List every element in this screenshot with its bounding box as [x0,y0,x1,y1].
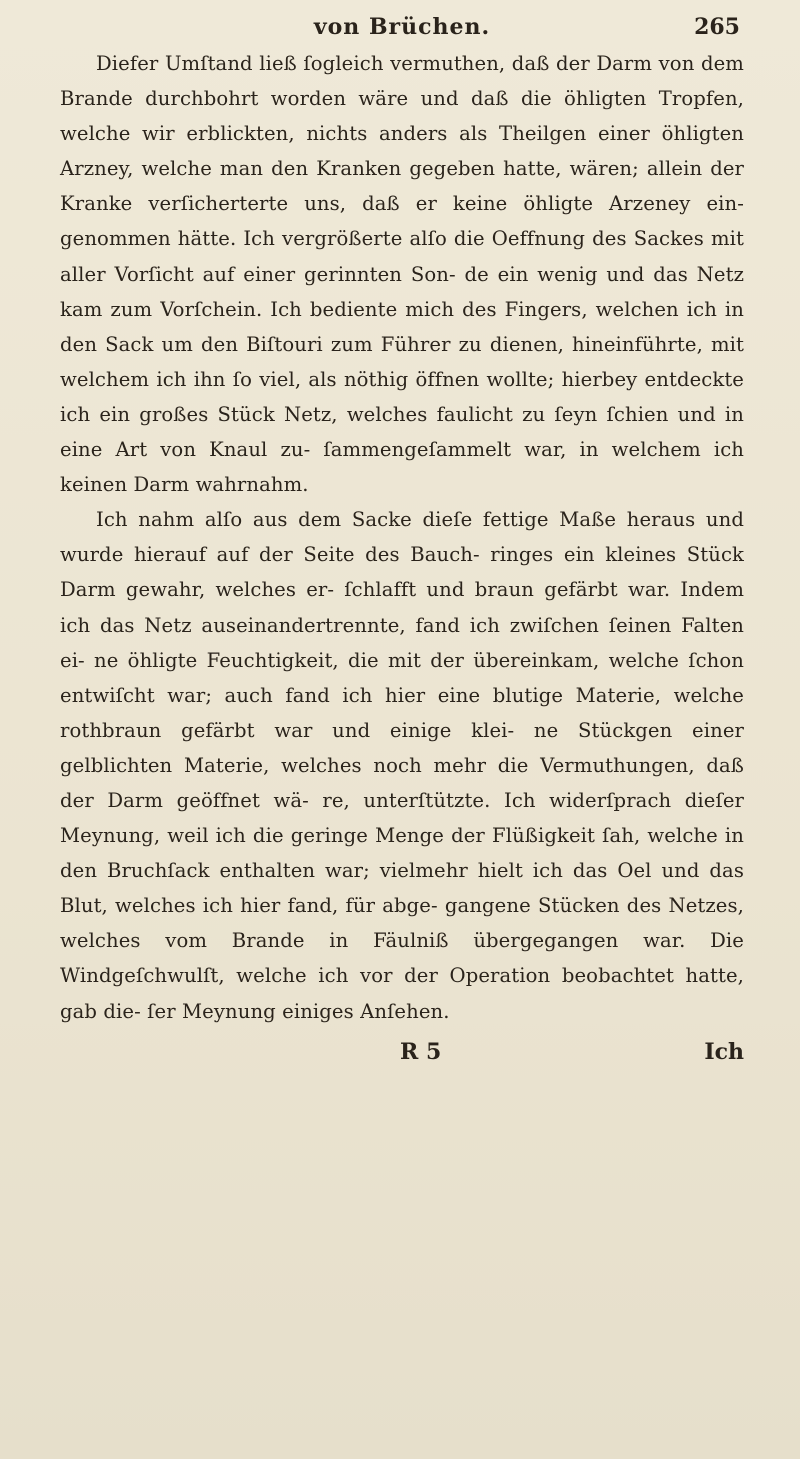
page-number: 265 [694,14,740,40]
page-footer [60,1035,744,1075]
page-header [60,8,744,42]
signature-mark: R 5 [400,1038,442,1065]
body-text [60,46,744,1029]
running-head: von Brüchen. [313,14,491,40]
catchword: Ich [704,1038,744,1065]
paragraph: Ich nahm alſo aus dem Sacke dieſe fettige Maße heraus und wurde hierauf auf der Seite des Bauch- ringes ein kleines Stück Darm gewahr, welches er- ſchlafft und braun gefärbt war. Indem ich das Netz auseinandertrennte, fand ich zwiſchen ſeinen Falten ei- ne öhligte Feuchtigkeit, die mit der übereinkam, welche ſchon entwiſcht war; auch fand ich hier eine blutige Materie, welche rothbraun gefärbt war und einige klei- ne Stückgen einer gelblichten Materie, welches noch mehr die Vermuthungen, daß der Darm geöffnet wä- re, unterſtützte. Ich widerſprach dieſer Meynung, weil ich die geringe Menge der Flüßigkeit ſah, welche in den Bruchſack enthalten war; vielmehr hielt ich das Oel und das Blut, welches ich hier fand, für abge- gangene Stücken des Netzes, welches vom Brande in Fäulniß übergegangen war. Die Windgeſchwulſt, welche ich vor der Operation beobachtet hatte, gab die- ſer Meynung einiges Anſehen. [60,508,744,1023]
paragraph: Diefer Umſtand ließ ſogleich vermuthen, daß der Darm von dem Brande durchbohrt worden wäre und daß die öhligten Tropfen, welche wir erblickten, nichts anders als Theilgen einer öhligten Arzney, welche man den Kranken gegeben hatte, wären; allein der Kranke verſicherterte uns, daß er keine öhligte Arzeney ein- genommen hätte. Ich vergrößerte alſo die Oeffnung des Sackes mit aller Vorſicht auf einer gerinnten Son- de ein wenig und das Netz kam zum Vorſchein. Ich bediente mich des Fingers, welchen ich in den Sack um den Biſtouri zum Führer zu dienen, hineinführte, mit welchem ich ihn ſo viel, als nöthig öffnen wollte; hierbey entdeckte ich ein großes Stück Netz, welches faulicht zu ſeyn ſchien und in eine Art von Knaul zu- ſammengeſammelt war, in welchem ich keinen Darm wahrnahm. [60,52,744,497]
